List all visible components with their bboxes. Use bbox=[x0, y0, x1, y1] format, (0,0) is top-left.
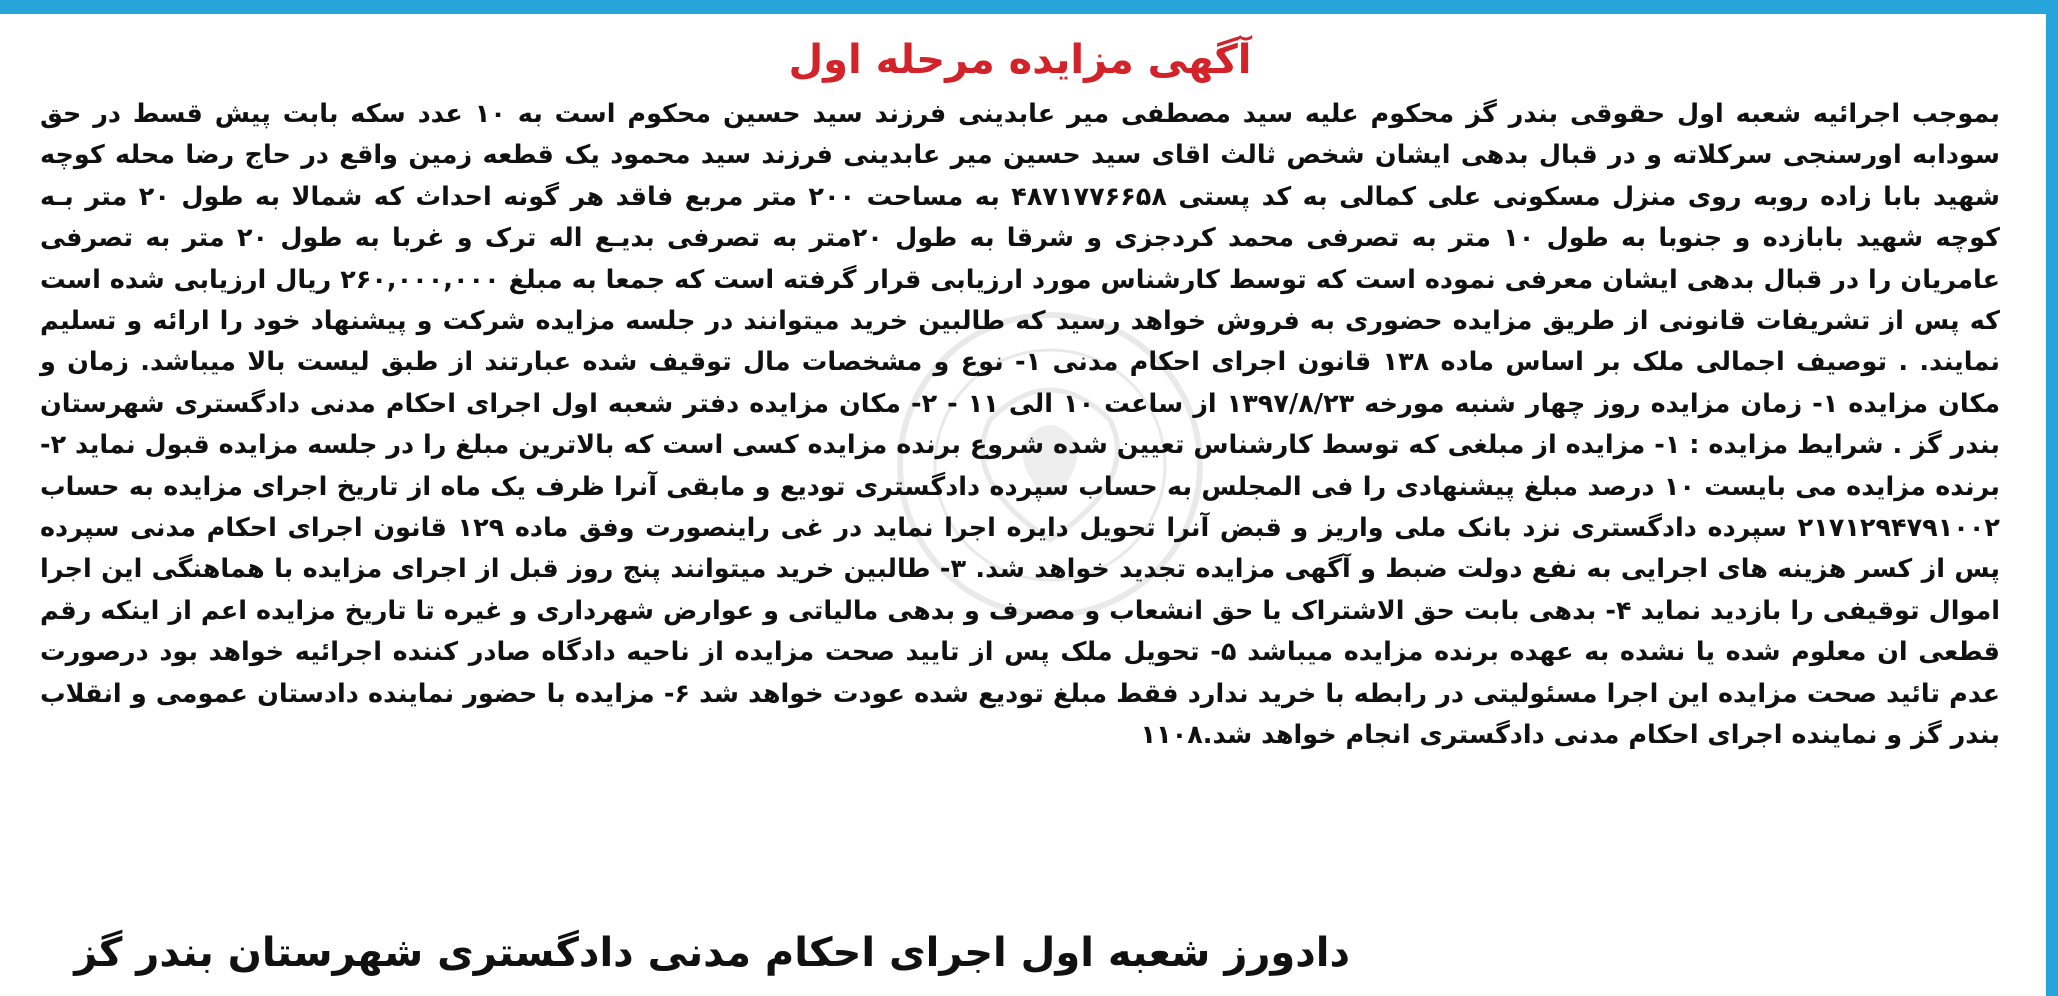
notice-signature: دادورز شعبه اول اجرای احکام مدنی دادگستری شهرستان بندر گز bbox=[74, 930, 1350, 976]
notice-body: بموجب اجرائیه شعبه اول حقوقی بندر گز محکوم علیه سید مصطفی میر عابدینی فرزند سید حسین محکوم است به ۱۰ عدد سکه بابت پیش قسط در حق سودابه اورسنجی سرکلاته و در قبال بدهی ایشان شخص ثالث اقای سید حسین میر عابدینی فرزند سید محمود یک قطعه زمین واقع در حاج رضا محله کوچه شهید بابا زاده روبه روی منزل مسکونی علی کمالی به کد پستی ۴۸۷۱۷۷۶۶۵۸ به مساحت ۲۰۰ متر مربع فاقد هر گونه احداث که شمالا به طول ۲۰ متر بـه کوچه شهید بابازده و جنوبا به طول ۱۰ متر به تصرفی محمد کردجزی و شرقا به طول ۲۰متر به تصرفی بدیـع اله ترک و غربا به طول ۲۰ متر به تصرفی عامریان را در قبال بدهی ایشان معرفی نموده است که توسط کارشناس مورد ارزیابی قرار گرفته است که جمعا به مبلغ ۲۶۰,۰۰۰,۰۰۰ ریال ارزیابی شده است که پس از تشریفات قانونی از طریق مزایده حضوری به فروش خواهد رسید که طالبین خرید میتوانند در جلسه مزایده شرکت و پیشنهاد خود را ارائه و تسلیم نمایند. . توصیف اجمالی ملک بر اساس ماده ۱۳۸ قانون اجرای احکام مدنی ۱- نوع و مشخصات مال توقیف شده عبارتند از طبق لیست بالا میباشد. زمان و مکان مزایده ۱- زمان مزایده روز چهار شنبه مورخه ۱۳۹۷/۸/۲۳ از ساعت ۱۰ الی ۱۱ - ۲- مکان مزایده دفتر شعبه اول اجرای احکام مدنی دادگستری شهرستان بندر گز . شرایط مزایده : ۱- مزایده از مبلغی که توسط کارشناس تعیین شده شروع برنده مزایده کسی است که بالاترین مبلغ را در جلسه مزایده قبول نماید ۲- برنده مزایده می بایست ۱۰ درصد مبلغ پیشنهادی را فی المجلس به حساب سپرده دادگستری تودیع و مابقی آنرا ظرف یک ماه از تاریخ اجرای مزایده به حساب ۲۱۷۱۲۹۴۷۹۱۰۰۲ سپرده دادگستری نزد بانک ملی واریز و قبض آنرا تحویل دایره اجرا نماید در غی راینصورت وفق ماده ۱۲۹ قانون اجرای احکام مدنی سپرده پس از کسر هزینه های اجرایی به نفع دولت ضبط و آگهی مزایده تجدید خواهد شد. ۳- طالبین خرید میتوانند پنج روز قبل از اجرای مزایده با هماهنگی این اجرا اموال توقیفی را بازدید نماید ۴- بدهی بابت حق الاشتراک یا حق انشعاب و مصرف و بدهی مالیاتی و عوارض شهرداری و غیره تا تاریخ مزایده اعم از اینکه رقم قطعی ان معلوم شده یا نشده به عهده برنده مزایده میباشد ۵- تحویل ملک پس از تایید صحت مزایده از ناحیه دادگاه صادر کننده اجرائیه خواهد بود درصورت عدم تائید صحت مزایده این اجرا مسئولیتی در رابطه با خرید ندارد فقط مبلغ تودیع شده عودت خواهد شد ۶- مزایده با حضور نماینده دادستان عمومی و انقلاب بندر گز و نماینده اجرای احکام مدنی دادگستری انجام خواهد شد.۱۱۰۸ bbox=[40, 99, 2001, 751]
auction-notice bbox=[40, 30, 2000, 757]
top-border bbox=[0, 0, 2058, 14]
notice-title: آگهی مزایده مرحله اول bbox=[788, 37, 1252, 83]
right-border bbox=[2046, 0, 2058, 996]
